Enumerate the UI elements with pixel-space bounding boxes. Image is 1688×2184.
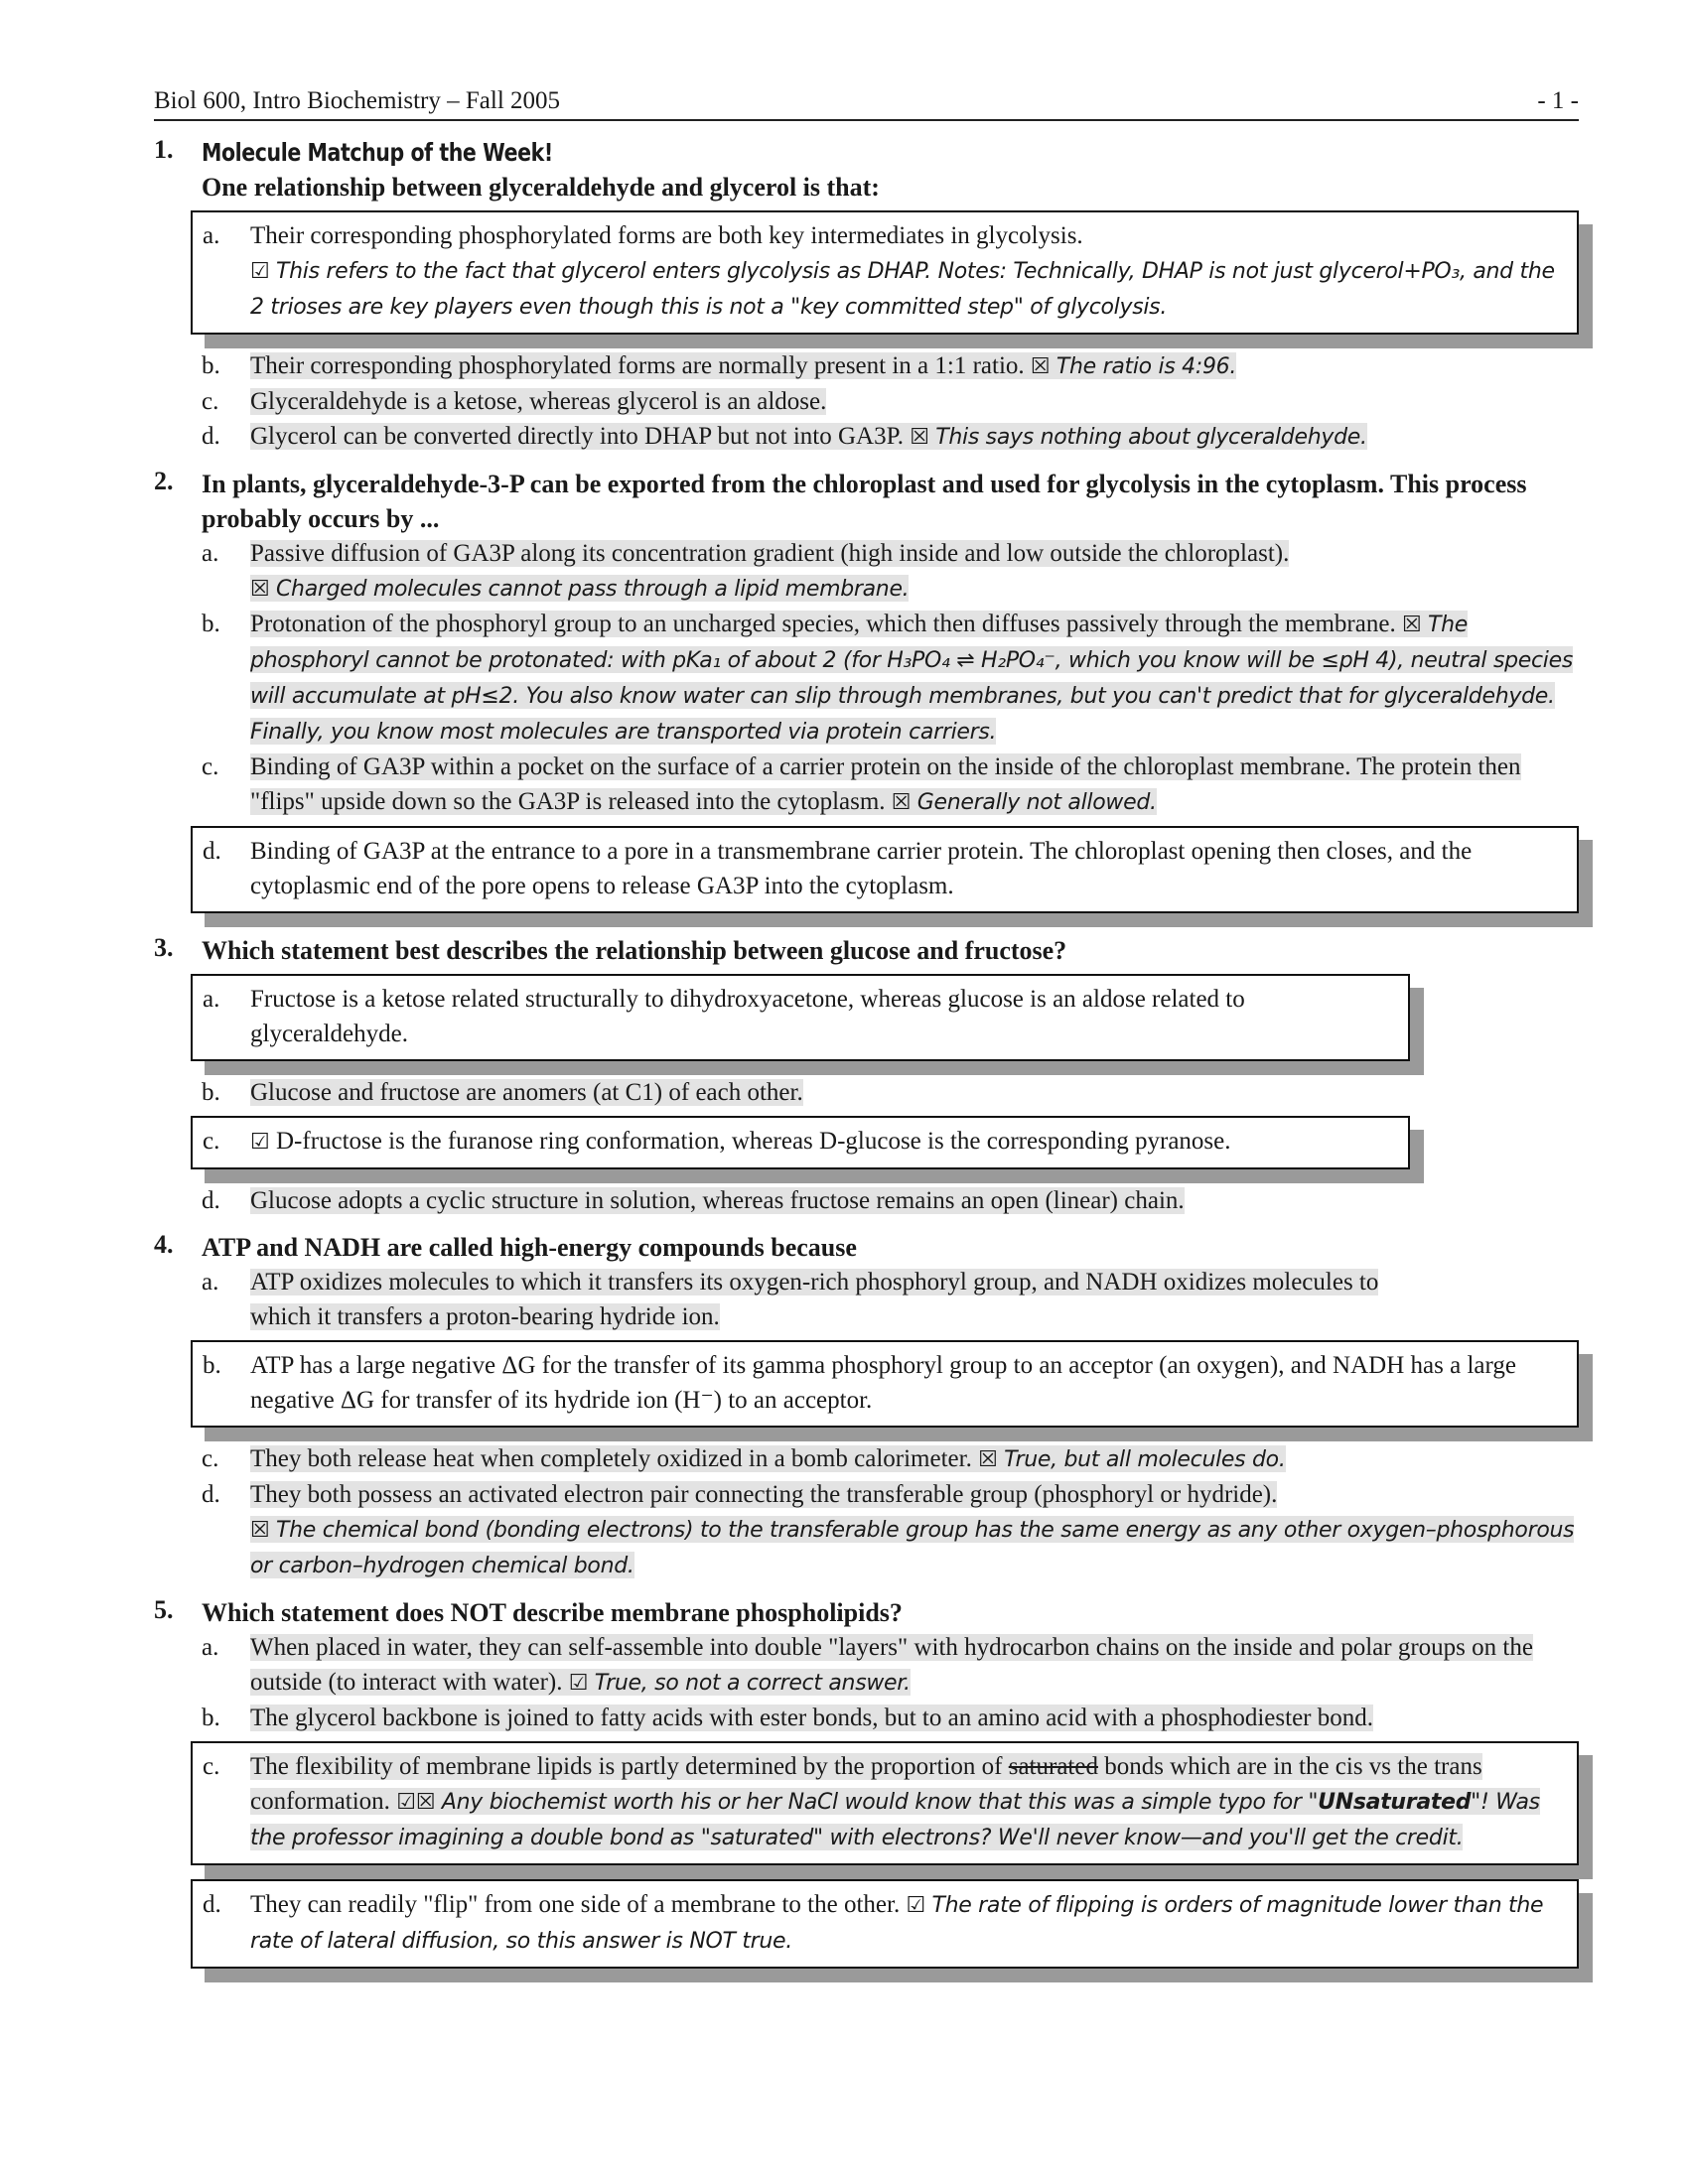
option-d: d. Binding of GA3P at the entrance to a pore in a transmembrane carrier protein. The chloroplast opening then closes, and the cytoplasmic end of the pore opens to release GA3P into the cytoplasm. — [203, 838, 1473, 899]
option-d: d. They both possess an activated electron pair connecting the transferable group (phosphoryl or hydride). ☒ The chemical bond (bonding electrons) to the transferable group has the same energy as any other oxygen–phosphorous or carbon–hydrogen chemical bond. — [202, 1481, 1575, 1578]
answer-note: Any biochemist worth his or her NaCl would know that this was a simple typo for " — [441, 1790, 1319, 1815]
question-5 — [154, 1595, 1579, 1969]
option-c: c. They both release heat when completely oxidized in a bomb calorimeter. ☒ True, but all molecules do. — [202, 1445, 1286, 1472]
option-text: Binding of GA3P at the entrance to a pore in a transmembrane carrier protein. The chloroplast opening then closes, and the cytoplasmic end of the pore opens to release GA3P into the cytoplasm. — [250, 838, 1473, 899]
crossed-box-icon: ☒ — [891, 790, 912, 815]
option-text: When placed in water, they can self-assemble into double "layers" with hydrocarbon chains on the inside and polar groups on the outside (to interact with water). — [250, 1634, 1533, 1696]
crossed-box-icon: ☒ — [250, 1518, 270, 1543]
question-number: 1. — [154, 135, 174, 164]
option-text: ATP oxidizes molecules to which it transfers its oxygen-rich phosphoryl group, and NADH oxidizes molecules to which it transfers a proton-bearing hydride ion. — [250, 1269, 1379, 1330]
option-c: c. The flexibility of membrane lipids is partly determined by the proportion of saturated bonds which are in the cis vs the trans conformation. ☑☒ Any biochemist worth his or her NaCl would know that this was a simple typo for "UNsaturated"! Was the professor imagining a double bond as "saturated" with electrons? We'll never know—and you'll get the credit. — [203, 1753, 1540, 1850]
question-number: 2. — [154, 467, 174, 495]
answer-note: This refers to the fact that glycerol enters glycolysis as DHAP. Notes: Technically, DHAP is not just glycerol+PO₃, and the 2 trioses are key players even though this is not a "key committed step" of glycolysis. — [250, 259, 1555, 320]
answer-note: True, but all molecules do. — [1004, 1447, 1286, 1472]
option-b: b. Their corresponding phosphorylated forms are normally present in a 1:1 ratio. ☒ The ratio is 4:96. — [202, 352, 1237, 379]
option-c: c. Binding of GA3P within a pocket on the surface of a carrier protein on the inside of the chloroplast membrane. The protein then "flips" upside down so the GA3P is released into the cytoplasm. ☒ Generally not allowed. — [202, 753, 1521, 815]
correct-answer-box — [191, 210, 1579, 335]
page — [154, 79, 1579, 1982]
struck-word: saturated — [1008, 1753, 1098, 1780]
answer-note: The phosphoryl cannot be protonated: with pKa₁ of about 2 (for H₃PO₄ ⇌ H₂PO₄⁻, which you know will be ≤pH 4), neutral species will accumulate at pH≤2. You also know water can slip through membranes, but you can't predict that for glyceraldehyde. Finally, you know most molecules are transported via protein carriers. — [250, 613, 1574, 745]
option-text-cont: bonds which are in the cis vs the trans conformation. — [250, 1753, 1482, 1815]
question-3 — [154, 933, 1579, 1218]
option-text: Their corresponding phosphorylated forms are normally present in a 1:1 ratio. — [250, 352, 1025, 379]
correct-answer-box — [191, 826, 1579, 913]
crossed-box-icon: ☒ — [1030, 354, 1051, 379]
option-text: They both possess an activated electron pair connecting the transferable group (phosphoryl or hydride). — [250, 1481, 1278, 1508]
question-prompt: Which statement best describes the relationship between glucose and fructose? — [202, 936, 1067, 965]
answer-note: This says nothing about glyceraldehyde. — [935, 425, 1367, 450]
option-a: a. Their corresponding phosphorylated forms are both key intermediates in glycolysis. ☑ This refers to the fact that glycerol enters glycolysis as DHAP. Notes: Technically, DHAP is not just glycerol+PO₃, and the 2 trioses are key players even though this is not a "key committed step" of glycolysis. — [203, 222, 1555, 320]
option-text: Glycerol can be converted directly into DHAP but not into GA3P. — [250, 423, 904, 450]
question-prompt: One relationship between glyceraldehyde and glycerol is that: — [202, 173, 880, 202]
option-d: d. Glucose adopts a cyclic structure in solution, whereas fructose remains an open (linear) chain. — [202, 1187, 1185, 1214]
option-text: Glucose adopts a cyclic structure in solution, whereas fructose remains an open (linear) chain. — [250, 1187, 1185, 1214]
question-prompt: Which statement does NOT describe membrane phospholipids? — [202, 1598, 903, 1627]
option-text: Their corresponding phosphorylated forms are both key intermediates in glycolysis. — [250, 222, 1083, 249]
option-text: Glucose and fructose are anomers (at C1) of each other. — [250, 1079, 803, 1106]
answer-note-cont: "! Was the professor imagining a double bond as "saturated" with electrons? We'll never know—and you'll get the credit. — [250, 1790, 1540, 1850]
option-text: They both release heat when completely oxidized in a bomb calorimeter. — [250, 1445, 972, 1472]
feature-title: Molecule Matchup of the Week! — [202, 138, 553, 167]
question-prompt: ATP and NADH are called high-energy compounds because — [202, 1233, 857, 1262]
page-number: - 1 - — [1537, 87, 1579, 114]
answer-note: The rate of flipping is orders of magnitude lower than the rate of lateral diffusion, so this answer is NOT true. — [250, 1893, 1544, 1954]
option-d: d. Glycerol can be converted directly into DHAP but not into GA3P. ☒ This says nothing about glyceraldehyde. — [202, 423, 1367, 450]
option-d: d. They can readily "flip" from one side of a membrane to the other. ☑ The rate of flipping is orders of magnitude lower than the rate of lateral diffusion, so this answer is NOT true. — [203, 1891, 1544, 1954]
option-c: c. Glyceraldehyde is a ketose, whereas glycerol is an aldose. — [202, 388, 827, 415]
option-text: Glyceraldehyde is a ketose, whereas glycerol is an aldose. — [250, 388, 827, 415]
answer-box — [191, 974, 1410, 1061]
correct-answer-box — [191, 1340, 1579, 1428]
crossed-box-icon: ☒ — [1401, 613, 1422, 637]
answer-note: Generally not allowed. — [916, 790, 1157, 815]
checked-box-icon: ☑ — [568, 1671, 589, 1696]
crossed-box-icon: ☒ — [910, 425, 929, 450]
option-a: a. When placed in water, they can self-assemble into double "layers" with hydrocarbon chains on the inside and polar groups on the outside (to interact with water). ☑ True, so not a correct answer. — [202, 1634, 1533, 1696]
option-text: They can readily "flip" from one side of a membrane to the other. — [250, 1891, 901, 1918]
option-b: b. Protonation of the phosphoryl group to an uncharged species, which then diffuses passively through the membrane. ☒ The phosphoryl cannot be protonated: with pKa₁ of about 2 (for H₃PO₄ ⇌ H₂PO₄⁻, which you know will be ≤pH 4), neutral species will accumulate at pH≤2. You also know water can slip through membranes, but you can't predict that for glyceraldehyde. Finally, you know most molecules are transported via protein carriers. — [202, 611, 1574, 745]
option-a: a. Passive diffusion of GA3P along its concentration gradient (high inside and low outside the chloroplast). ☒ Charged molecules cannot pass through a lipid membrane. — [202, 540, 1290, 602]
crossed-box-icon: ☒ — [978, 1447, 998, 1472]
answer-note-emphasis: UNsaturated — [1318, 1790, 1472, 1815]
option-text: The flexibility of membrane lipids is partly determined by the proportion of — [250, 1753, 1003, 1780]
option-b: b. ATP has a large negative ΔG for the transfer of its gamma phosphoryl group to an acceptor (an oxygen), and NADH has a large negative ΔG for transfer of its hydride ion (H⁻) to an acceptor. — [203, 1352, 1516, 1414]
question-number: 4. — [154, 1230, 174, 1259]
option-text: Passive diffusion of GA3P along its concentration gradient (high inside and low outside the chloroplast). — [250, 540, 1290, 567]
checked-box-icon: ☑ — [250, 259, 270, 284]
option-c: c. ☑ D-fructose is the furanose ring conformation, whereas D-glucose is the corresponding pyranose. — [203, 1128, 1231, 1155]
answer-box — [191, 1741, 1579, 1865]
option-b: b. The glycerol backbone is joined to fatty acids with ester bonds, but to an amino acid with a phosphodiester bond. — [202, 1705, 1373, 1731]
option-text: The glycerol backbone is joined to fatty acids with ester bonds, but to an amino acid with a phosphodiester bond. — [250, 1705, 1373, 1731]
question-1 — [154, 135, 1579, 455]
option-text: Binding of GA3P within a pocket on the surface of a carrier protein on the inside of the chloroplast membrane. The protein then "flips" upside down so the GA3P is released into the cytoplasm. — [250, 753, 1521, 815]
page-header — [154, 79, 1579, 121]
option-text: ATP has a large negative ΔG for the transfer of its gamma phosphoryl group to an acceptor (an oxygen), and NADH has a large negative ΔG for transfer of its hydride ion (H⁻) to an acceptor. — [250, 1352, 1516, 1414]
question-4 — [154, 1230, 1579, 1583]
question-2 — [154, 467, 1579, 913]
answer-box — [191, 1879, 1579, 1969]
checked-box-icon: ☑ — [250, 1130, 270, 1155]
question-prompt: In plants, glyceraldehyde-3-P can be exported from the chloroplast and used for glycolysis in the cytoplasm. This process probably occurs by ... — [202, 470, 1527, 533]
option-b: b. Glucose and fructose are anomers (at C1) of each other. — [202, 1079, 803, 1106]
answer-note: Charged molecules cannot pass through a lipid membrane. — [275, 577, 910, 602]
question-number: 5. — [154, 1595, 174, 1624]
question-number: 3. — [154, 933, 174, 962]
option-text: Protonation of the phosphoryl group to an uncharged species, which then diffuses passively through the membrane. — [250, 611, 1396, 637]
checked-crossed-box-icon: ☑☒ — [396, 1790, 436, 1815]
checked-box-icon: ☑ — [906, 1893, 926, 1918]
option-text: D-fructose is the furanose ring conformation, whereas D-glucose is the corresponding pyranose. — [275, 1128, 1231, 1155]
answer-box — [191, 1116, 1410, 1169]
option-a: a. Fructose is a ketose related structurally to dihydroxyacetone, whereas glucose is an aldose related to glyceraldehyde. — [203, 986, 1245, 1047]
answer-note: True, so not a correct answer. — [594, 1671, 911, 1696]
option-text: Fructose is a ketose related structurally to dihydroxyacetone, whereas glucose is an aldose related to glyceraldehyde. — [250, 986, 1245, 1047]
option-a: a. ATP oxidizes molecules to which it transfers its oxygen-rich phosphoryl group, and NADH oxidizes molecules to which it transfers a proton-bearing hydride ion. — [202, 1269, 1379, 1330]
course-title: Biol 600, Intro Biochemistry – Fall 2005 — [154, 87, 561, 114]
answer-note: The ratio is 4:96. — [1055, 354, 1237, 379]
crossed-box-icon: ☒ — [250, 577, 270, 602]
answer-note: The chemical bond (bonding electrons) to the transferable group has the same energy as any other oxygen–phosphorous or carbon–hydrogen chemical bond. — [250, 1518, 1575, 1578]
